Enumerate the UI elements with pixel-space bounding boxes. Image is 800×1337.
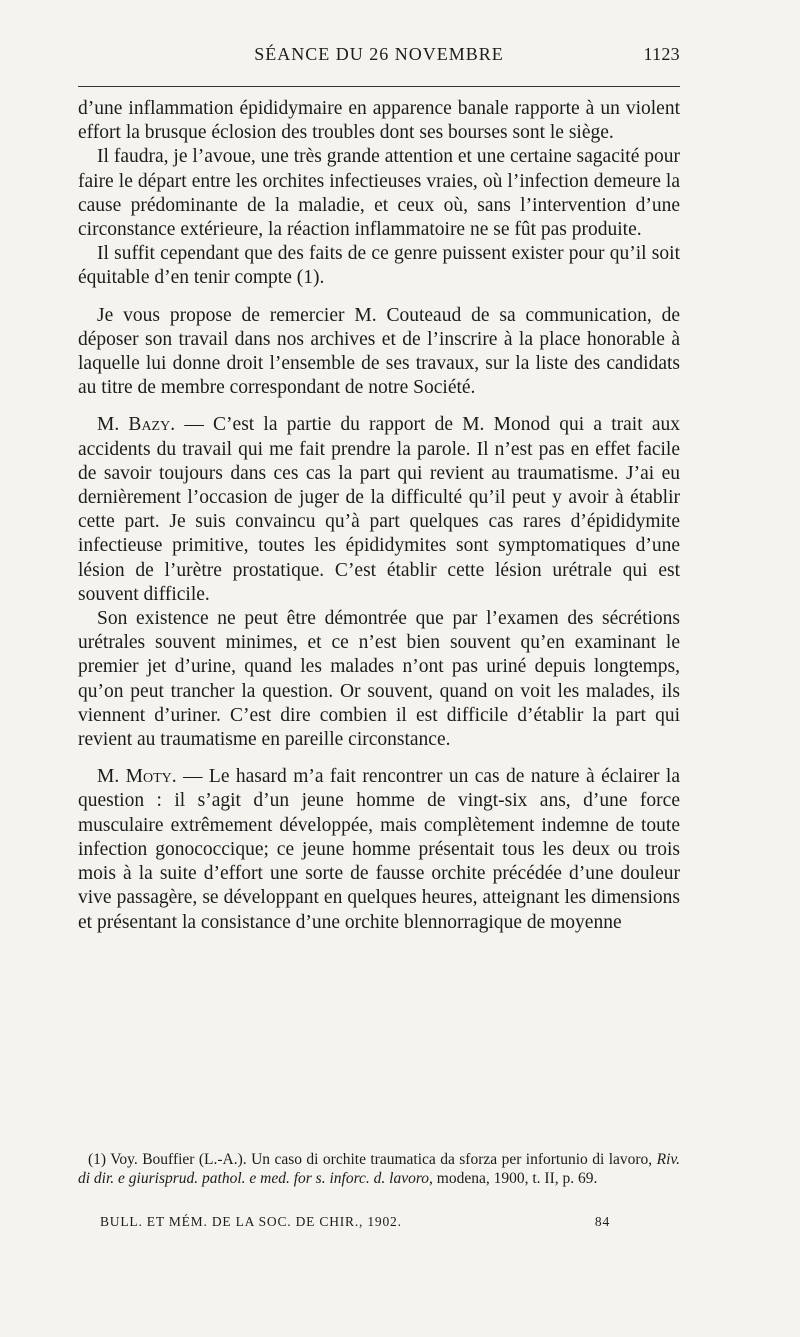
paragraph-2: Il faudra, je l’avoue, une très grande attention et une certaine sagacité pour faire le départ entre les orchites infectieuses vraies, où l’infection demeure la cause prédominante de la maladie, et ceux où, sans l’intervention d’une circonstance extérieure, la réaction inflammatoire ne se fût pas produite.	[78, 146, 680, 241]
body-text	[78, 97, 680, 935]
footnote-tail: modena, 1900, t. II, p. 69.	[432, 1170, 598, 1187]
footnote-journal: Riv. di dir. e giurisprud. pathol. e med. for s. inforc. d. lavoro,	[78, 1151, 680, 1187]
running-head	[78, 44, 680, 72]
footnote-lead: (1) Voy. Bouffier (L.-A.). Un caso di orchite traumatica da sforza per infortunio di lavoro,	[88, 1151, 657, 1168]
page-number: 1123	[643, 44, 680, 64]
paragraph-1: d’une inflammation épididymaire en apparence banale rapporte à un violent effort la brusque éclosion des troubles dont ses bourses sont le siège.	[78, 98, 680, 144]
speaker-moty: M. Moty.	[97, 766, 177, 788]
moty-text: — Le hasard m’a fait rencontrer un cas de nature à éclairer la question : il s’agit d’un jeune homme de vingt-six ans, d’une force musculaire extrêmement développée, mais complètement indemne de toute infection gonococcique; ce jeune homme présentait tous les deux ou trois mois à la suite d’effort une sorte de fausse orchite précédée d’une douleur vive passagère, se développant en quelques heures, atteignant les dimensions et présentant la consistance d’une orchite blennorragique de moyenne	[78, 766, 680, 933]
running-title: SÉANCE DU 26 NOVEMBRE	[254, 44, 504, 64]
paragraph-3: Il suffit cependant que des faits de ce genre puissent exister pour qu’il soit équitable d’en tenir compte (1).	[78, 243, 680, 289]
footnote-1	[78, 1150, 680, 1188]
bazy-text: — C’est la partie du rapport de M. Monod qui a trait aux accidents du travail qui me fait prendre la parole. Il n’est pas en effet facile de savoir toujours dans ces cas la part qui revient au traumatisme. J’ai eu dernièrement l’occasion de juger de la difficulté qu’il peut y avoir à établir cette part. Je suis convaincu qu’à part quelques cas rares d’épididymite infectieuse primitive, toutes les épididymites sont symptomatiques d’une lésion de l’urètre prostatique. C’est établir cette lésion urétrale qui est souvent difficile.	[78, 414, 680, 605]
speaker-bazy: M. Bazy.	[97, 414, 176, 436]
paragraph-moty	[78, 765, 680, 934]
paragraph-6: Son existence ne peut être démontrée que par l’examen des sécrétions urétrales souvent minimes, et ce n’est bien souvent qu’en examinant le premier jet d’urine, quand les malades n’ont pas uriné depuis longtemps, qu’on peut trancher la question. Or souvent, quand on voit les malades, ils viennent d’uriner. C’est dire combien il est difficile d’établir la part qui revient au traumatisme en pareille circonstance.	[78, 608, 680, 751]
signature-number: 84	[594, 1214, 610, 1229]
footnotes	[78, 1150, 680, 1188]
header-rule	[78, 86, 680, 87]
signature-text: BULL. ET MÉM. DE LA SOC. DE CHIR., 1902.	[100, 1214, 402, 1229]
paragraph-4: Je vous propose de remercier M. Couteaud de sa communication, de déposer son travail dans nos archives et de l’inscrire à la place honorable à laquelle lui donne droit l’ensemble de ses travaux, sur la liste des candidats au titre de membre correspondant de notre Société.	[78, 304, 680, 399]
paragraph-bazy	[78, 413, 680, 607]
